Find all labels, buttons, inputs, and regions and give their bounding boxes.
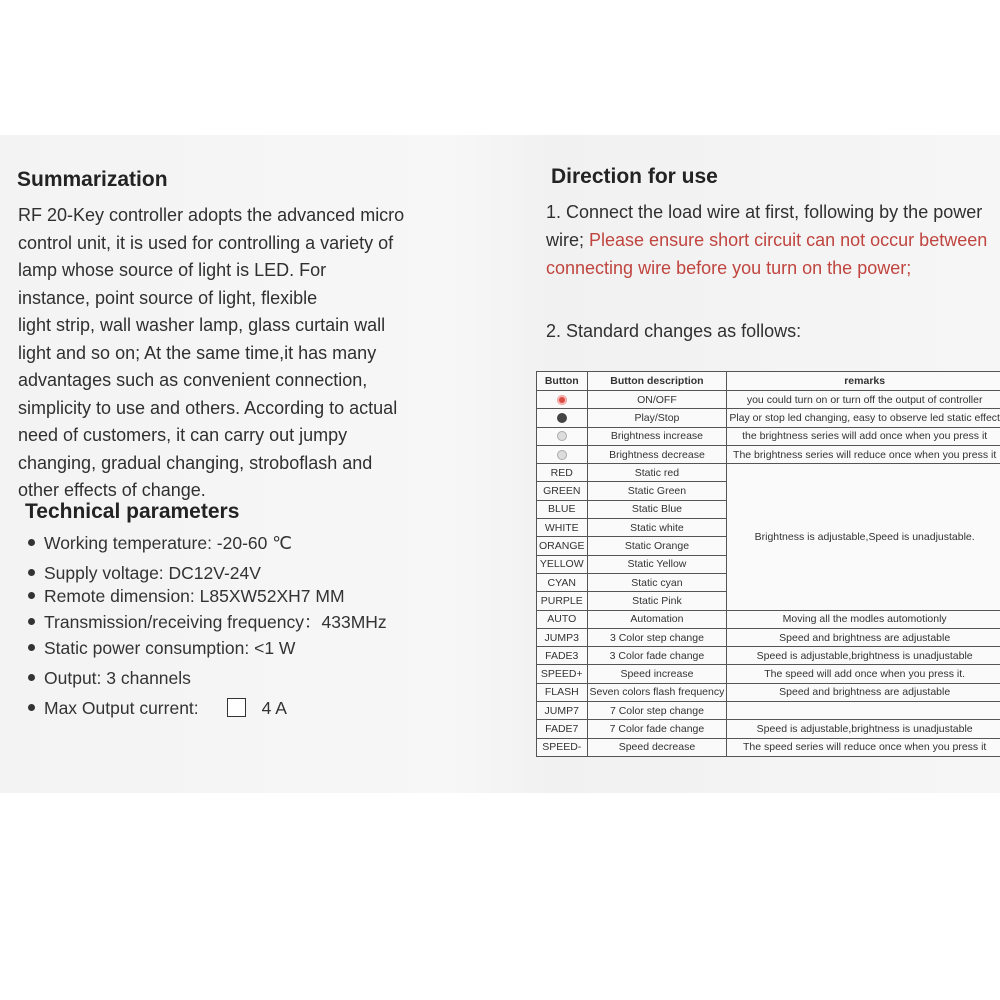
param-item: Supply voltage: DC12V-24V [28, 563, 261, 584]
table-row: ORANGE Static Orange [537, 537, 1000, 555]
table-row: AUTO Automation Moving all the modles automotionly [537, 610, 1000, 628]
table-row: CYAN Static cyan [537, 573, 1000, 591]
bullet-icon [28, 644, 35, 651]
table-row: Play/Stop Play or stop led changing, easy to observe led static effect [537, 409, 1000, 427]
header-description: Button description [587, 372, 727, 391]
bullet-icon [28, 618, 35, 625]
table-row: ON/OFF you could turn on or turn off the output of controller [537, 391, 1000, 409]
param-item: Remote dimension: L85XW52XH7 MM [28, 586, 345, 607]
table-header-row [537, 372, 1000, 391]
table-row: RED Static red Brightness is adjustable,Speed is unadjustable. [537, 464, 1000, 482]
brightness-down-icon [557, 450, 567, 460]
summary-paragraph [18, 202, 488, 505]
summary-line: light and so on; At the same time,it has many [18, 342, 377, 363]
summary-line: need of customers, it can carry out jumpy [18, 425, 348, 445]
table-row: FADE7 7 Color fade change Speed is adjustable,brightness is unadjustable [537, 720, 1000, 738]
table-row: FADE3 3 Color fade change Speed is adjustable,brightness is unadjustable [537, 647, 1000, 665]
summary-line: light strip, wall washer lamp, glass curtain wall [18, 315, 386, 335]
warning-text: Please ensure short circuit can not occur between connecting wire before you turn on the power; [546, 230, 988, 278]
summary-line: instance, point source of light, flexible [18, 287, 318, 308]
bullet-icon [28, 539, 35, 546]
summary-line: control unit, it is used for controlling a variety of [18, 232, 394, 253]
table-row: PURPLE Static Pink [537, 592, 1000, 610]
bullet-icon [28, 592, 35, 599]
summary-line: advantages such as convenient connection, [18, 370, 368, 390]
table-row: GREEN Static Green [537, 482, 1000, 500]
current-value: 4 A [261, 698, 287, 718]
table-row: WHITE Static white [537, 519, 1000, 537]
step-two: 2. Standard changes as follows: [546, 321, 802, 341]
table-row: FLASH Seven colors flash frequency Speed and brightness are adjustable [537, 683, 1000, 701]
table-row: JUMP3 3 Color step change Speed and brightness are adjustable [537, 628, 1000, 646]
summary-line: changing, gradual changing, stroboflash and [18, 452, 373, 473]
param-item: Output: 3 channels [28, 668, 191, 689]
table-row: SPEED- Speed decrease The speed series will reduce once when you press it [537, 738, 1000, 756]
param-item: Static power consumption: <1 W [28, 638, 295, 659]
button-spec-table [536, 371, 1000, 757]
table-row: Brightness decrease The brightness series will reduce once when you press it [537, 445, 1000, 463]
power-icon [557, 395, 567, 405]
param-item: Max Output current: 4 A [28, 698, 287, 719]
param-item: Transmission/receiving frequency：433MHz [28, 609, 387, 634]
bullet-icon [28, 569, 35, 576]
table-row: Brightness increase the brightness series will add once when you press it [537, 427, 1000, 445]
summarization-heading: Summarization [17, 168, 168, 191]
bullet-icon [28, 674, 35, 681]
summary-line: simplicity to use and others. According to actual [18, 397, 398, 418]
step-one: 1. Connect the load wire at first, following by the power wire; Please ensure short circuit can not occur between connecting wire before you turn on the power; [546, 202, 988, 278]
header-button: Button [537, 372, 588, 391]
header-remarks: remarks [727, 372, 1000, 391]
table-row: YELLOW Static Yellow [537, 555, 1000, 573]
table-row: SPEED+ Speed increase The speed will add once when you press it. [537, 665, 1000, 683]
technical-parameters-heading: Technical parameters [25, 500, 240, 523]
table-row: BLUE Static Blue [537, 500, 1000, 518]
summary-line: RF 20-Key controller adopts the advanced micro [18, 205, 405, 225]
table-row: JUMP7 7 Color step change [537, 702, 1000, 720]
merged-remark-cell: Brightness is adjustable,Speed is unadjustable. [727, 464, 1000, 610]
checkbox-icon [227, 698, 246, 717]
summary-line: lamp whose source of light is LED. For [18, 260, 327, 280]
play-stop-icon [557, 413, 567, 423]
bullet-icon [28, 704, 35, 711]
direction-heading: Direction for use [551, 165, 718, 188]
brightness-up-icon [557, 431, 567, 441]
summary-line: other effects of change. [18, 480, 206, 500]
param-item: Working temperature: -20-60 ℃ [28, 533, 292, 554]
